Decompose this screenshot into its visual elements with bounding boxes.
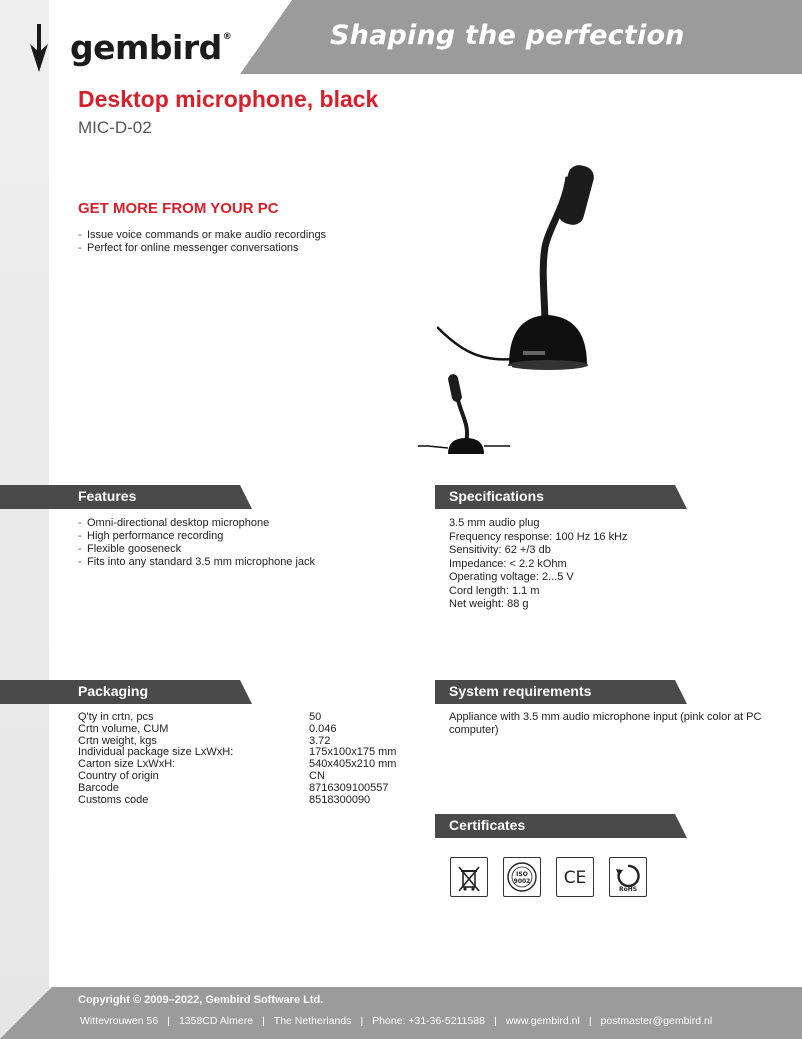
row-value: 0.046 <box>309 722 337 735</box>
spec-line: Frequency response: 100 Hz 16 kHz <box>449 530 628 543</box>
packaging-table <box>78 712 396 806</box>
iso-9002-icon <box>503 857 541 897</box>
row-label: Individual package size LxWxH: <box>78 746 234 759</box>
specifications-header <box>435 485 687 509</box>
row-label: Barcode <box>78 781 119 794</box>
features-list <box>78 517 315 569</box>
separator: | <box>588 1015 592 1027</box>
rohs-label: RoHS <box>618 886 638 893</box>
spec-line: Net weight: 88 g <box>449 598 529 610</box>
certificates-row <box>450 857 647 897</box>
list-item: - High performance recording <box>78 530 315 543</box>
spec-line: Sensitivity: 62 +/3 db <box>449 544 551 556</box>
product-title: Desktop microphone, black <box>78 86 379 112</box>
table-row <box>78 783 396 795</box>
specifications-list <box>449 517 628 612</box>
brand-name: gembird® <box>70 27 232 67</box>
row-label: Crtn volume, CUM <box>78 722 169 735</box>
features-header <box>0 485 252 509</box>
separator: | <box>493 1015 497 1027</box>
section-title: Certificates <box>449 817 526 833</box>
ce-mark-icon <box>556 857 594 897</box>
certificates-header <box>435 814 687 838</box>
iso-number: 9002 <box>513 878 531 885</box>
spec-line: Operating voltage: 2...5 V <box>449 571 574 583</box>
spec-line: Impedance: < 2.2 kOhm <box>449 557 567 570</box>
promo-list <box>78 229 326 255</box>
product-photo-small <box>400 366 512 474</box>
list-item: - Fits into any standard 3.5 mm microphone jack <box>78 556 315 569</box>
website-link[interactable]: www.gembird.nl <box>505 1015 580 1027</box>
list-item: - Omni-directional desktop microphone <box>78 517 315 530</box>
rohs-icon <box>609 857 647 897</box>
brand-logo <box>26 22 231 72</box>
phone-text: Phone: +31-36-5211588 <box>372 1015 485 1027</box>
ce-label: CE <box>563 868 587 888</box>
list-item: - Flexible gooseneck <box>78 543 315 556</box>
address-country: The Netherlands <box>273 1015 352 1027</box>
row-value: 8518300090 <box>309 793 371 806</box>
system-requirements-text: Appliance with 3.5 mm audio microphone input (pink color at PC computer) <box>449 711 762 736</box>
address-street: Wittevrouwen 56 <box>80 1015 159 1027</box>
table-row <box>78 724 396 736</box>
separator: | <box>360 1015 364 1027</box>
row-label: Carton size LxWxH: <box>78 758 176 771</box>
row-value: 175x100x175 mm <box>309 746 397 759</box>
section-title: Specifications <box>449 488 544 504</box>
promo-heading: GET MORE FROM YOUR PC <box>78 200 279 217</box>
packaging-header <box>0 680 252 704</box>
footer-contacts <box>80 1015 712 1027</box>
separator: | <box>167 1015 170 1027</box>
section-title: System requirements <box>449 683 592 699</box>
iso-label: ISO <box>516 871 528 878</box>
section-title: Features <box>78 488 137 504</box>
email-link[interactable]: postmaster@gembird.nl <box>600 1015 713 1027</box>
row-label: Customs code <box>78 793 149 806</box>
separator: | <box>262 1015 265 1027</box>
row-value: 540x405x210 mm <box>309 758 397 771</box>
row-value: CN <box>309 769 325 782</box>
section-title: Packaging <box>78 683 149 699</box>
table-row <box>78 771 396 783</box>
slogan: Shaping the perfection <box>330 20 685 51</box>
product-model: MIC-D-02 <box>78 118 152 137</box>
row-label: Crtn weight, kgs <box>78 734 157 747</box>
table-row <box>78 795 396 807</box>
row-label: Q'ty in crtn, pcs <box>78 711 154 723</box>
spec-line: 3.5 mm audio plug <box>449 517 540 529</box>
row-value: 8716309100557 <box>309 781 389 794</box>
left-decor-band <box>0 0 49 1039</box>
row-value: 3.72 <box>309 734 331 747</box>
system-requirements-header <box>435 680 687 704</box>
footer-copyright: Copyright © 2009–2022, Gembird Software Ltd. <box>78 994 324 1006</box>
address-city: 1358CD Almere <box>178 1015 254 1027</box>
weee-bin-icon <box>450 857 488 897</box>
arrow-down-icon <box>26 22 52 72</box>
spec-line: Cord length: 1.1 m <box>449 584 540 597</box>
row-value: 50 <box>309 711 322 723</box>
list-item: - Issue voice commands or make audio recordings <box>78 229 326 242</box>
product-photo-main <box>437 137 633 402</box>
list-item: - Perfect for online messenger conversations <box>78 242 326 255</box>
row-label: Country of origin <box>78 769 159 782</box>
